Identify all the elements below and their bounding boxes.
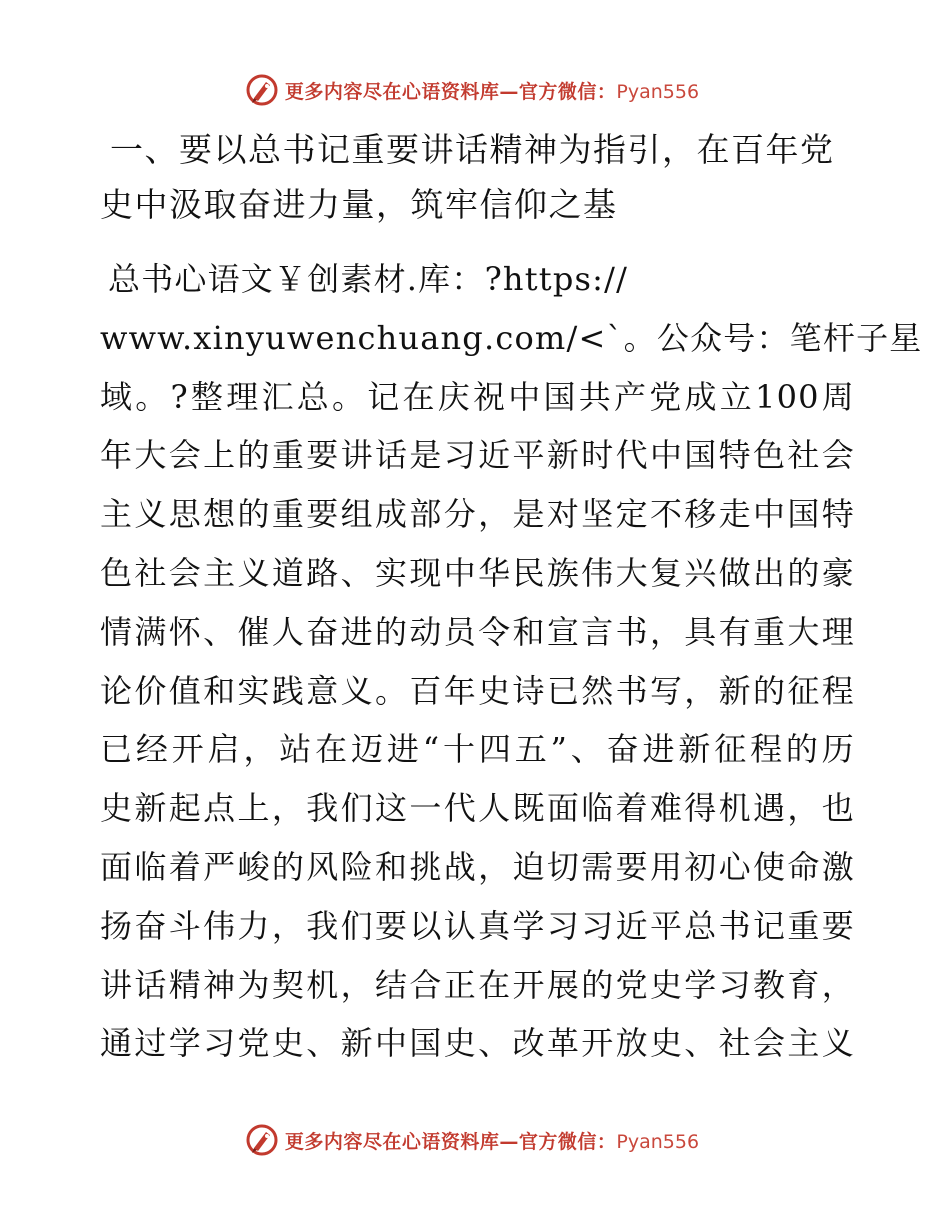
body-line-13: 讲话精神为契机，结合正在开展的党史学习教育，: [100, 965, 855, 1004]
body-line-2: www.xinyuwenchuang.com/<`。公众号：笔杆子星: [100, 318, 923, 357]
pen-logo-icon: [245, 1123, 279, 1157]
banner-inner: [245, 73, 699, 107]
body-paragraph: [100, 250, 923, 1073]
body-line-5: 主义思想的重要组成部分，是对坚定不移走中国特: [100, 495, 855, 534]
body-line-4: 年大会上的重要讲话是习近平新时代中国特色社会: [100, 436, 855, 475]
banner-inner: [245, 1123, 699, 1157]
body-line-10: 史新起点上，我们这一代人既面临着难得机遇，也: [100, 789, 855, 828]
footer-banner: [0, 1120, 950, 1160]
body-line-12: 扬奋斗伟力，我们要以认真学习习近平总书记重要: [100, 906, 855, 945]
body-line-9: 已经开启，站在迈进“十四五”、奋进新征程的历: [100, 730, 855, 769]
wechat-handle: Pyan556: [616, 1130, 700, 1153]
header-banner: [0, 70, 950, 110]
banner-text: 更多内容尽在心语资料库—官方微信：Pyan556: [284, 1130, 700, 1153]
banner-text: 更多内容尽在心语资料库—官方微信：Pyan556: [284, 80, 700, 103]
heading-line-1: 一、要以总书记重要讲话精神为指引，在百年党: [110, 130, 835, 169]
pen-logo-icon: [245, 73, 279, 107]
heading-line-2: 史中汲取奋进力量，筑牢信仰之基: [100, 185, 618, 224]
body-line-3: 域。?整理汇总。记在庆祝中国共产党成立100周: [100, 377, 855, 416]
wechat-handle: Pyan556: [616, 80, 700, 103]
body-line-14: 通过学习党史、新中国史、改革开放史、社会主义: [100, 1024, 855, 1063]
body-line-7: 情满怀、催人奋进的动员令和宣言书，具有重大理: [100, 612, 855, 651]
body-line-11: 面临着严峻的风险和挑战，迫切需要用初心使命激: [100, 847, 855, 886]
body-line-8: 论价值和实践意义。百年史诗已然书写，新的征程: [100, 671, 855, 710]
body-line-1: 总书心语文￥创素材.库：?https://: [108, 260, 629, 298]
section-heading: [100, 122, 860, 232]
body-line-6: 色社会主义道路、实现中华民族伟大复兴做出的豪: [100, 553, 855, 592]
